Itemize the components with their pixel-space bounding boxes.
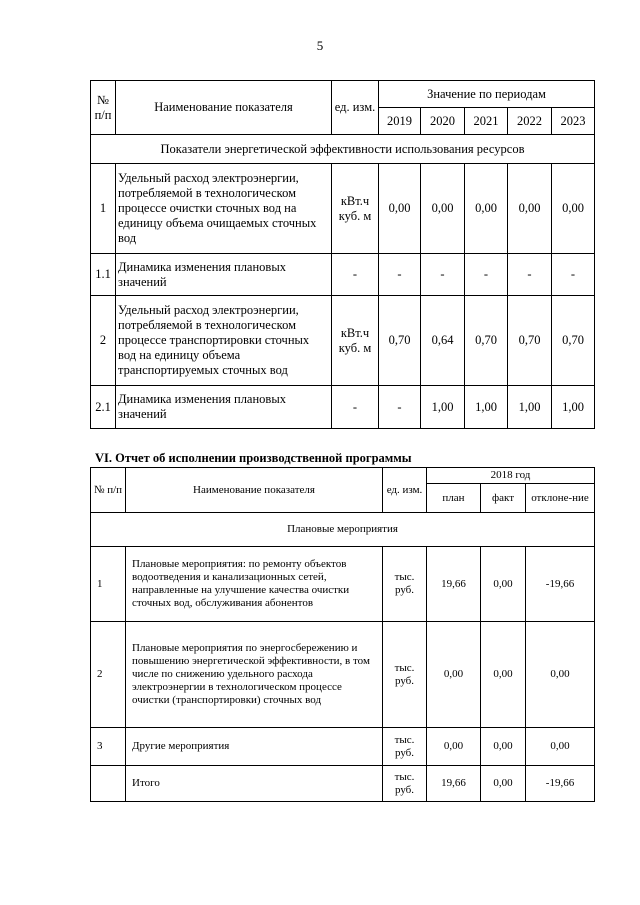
row-num: 2 — [91, 622, 126, 728]
row-value: 0,70 — [465, 296, 508, 386]
header-year: 2022 — [508, 108, 552, 135]
row-value: 0,00 — [552, 164, 595, 254]
section-row: Плановые мероприятия — [91, 513, 595, 547]
production-program-report-table — [90, 467, 595, 802]
table-row — [91, 622, 595, 728]
header-fact: факт — [481, 484, 526, 513]
row-value: 0,00 — [508, 164, 552, 254]
row-unit: кВт.ч куб. м — [332, 296, 379, 386]
row-fact: 0,00 — [481, 622, 526, 728]
row-value: 0,70 — [508, 296, 552, 386]
row-value: - — [421, 254, 465, 296]
row-name: Другие мероприятия — [126, 728, 383, 766]
header-year: 2019 — [379, 108, 421, 135]
header-num: № п/п — [91, 468, 126, 513]
header-unit: ед. изм. — [332, 81, 379, 135]
header-num: № п/п — [91, 81, 116, 135]
row-num: 3 — [91, 728, 126, 766]
row-plan: 0,00 — [427, 622, 481, 728]
row-unit: - — [332, 254, 379, 296]
row-num: 2 — [91, 296, 116, 386]
row-unit: тыс. руб. — [383, 547, 427, 622]
row-value: 0,70 — [552, 296, 595, 386]
row-value: 0,00 — [465, 164, 508, 254]
row-deviation: -19,66 — [526, 766, 595, 802]
row-deviation: 0,00 — [526, 622, 595, 728]
row-fact: 0,00 — [481, 728, 526, 766]
row-fact: 0,00 — [481, 547, 526, 622]
table-row — [91, 296, 595, 386]
row-num: 1 — [91, 164, 116, 254]
row-num — [91, 766, 126, 802]
header-unit: ед. изм. — [383, 468, 427, 513]
row-name: Динамика изменения плановых значений — [116, 386, 332, 429]
row-name: Итого — [126, 766, 383, 802]
row-value: 1,00 — [421, 386, 465, 429]
table-row — [91, 254, 595, 296]
row-value: 1,00 — [508, 386, 552, 429]
section-title: VI. Отчет об исполнении производственной программы — [95, 451, 412, 465]
energy-efficiency-table — [90, 80, 595, 429]
row-plan: 0,00 — [427, 728, 481, 766]
section-row: Показатели энергетической эффективности использования ресурсов — [91, 135, 595, 164]
row-unit: тыс. руб. — [383, 766, 427, 802]
row-num: 1 — [91, 547, 126, 622]
row-num: 1.1 — [91, 254, 116, 296]
row-num: 2.1 — [91, 386, 116, 429]
row-unit: тыс. руб. — [383, 622, 427, 728]
table-row — [91, 766, 595, 802]
row-value: - — [508, 254, 552, 296]
row-value: 1,00 — [465, 386, 508, 429]
row-unit: кВт.ч куб. м — [332, 164, 379, 254]
table-row — [91, 728, 595, 766]
header-name: Наименование показателя — [116, 81, 332, 135]
table-row — [91, 386, 595, 429]
row-value: - — [465, 254, 508, 296]
header-plan: план — [427, 484, 481, 513]
header-year: 2021 — [465, 108, 508, 135]
row-value: - — [379, 254, 421, 296]
row-value: 1,00 — [552, 386, 595, 429]
header-year: 2020 — [421, 108, 465, 135]
row-name: Удельный расход электроэнергии, потребляемой в технологическом процессе очистки сточных вод на единицу объема очищаемых сточных вод — [116, 164, 332, 254]
row-fact: 0,00 — [481, 766, 526, 802]
row-deviation: -19,66 — [526, 547, 595, 622]
row-unit: тыс. руб. — [383, 728, 427, 766]
header-periods: Значение по периодам — [379, 81, 595, 108]
row-name: Плановые мероприятия по энергосбережению и повышению энергетической эффективности, в том числе по снижению удельного расхода электроэнергии в технологическом процессе очистки (транспортировки) сточных вод — [126, 622, 383, 728]
table-row — [91, 547, 595, 622]
row-value: - — [552, 254, 595, 296]
header-deviation: отклоне-ние — [526, 484, 595, 513]
row-name: Удельный расход электроэнергии, потребляемой в технологическом процессе транспортировки сточных вод на единицу объема транспортируемых сточных вод — [116, 296, 332, 386]
table-row — [91, 164, 595, 254]
row-plan: 19,66 — [427, 766, 481, 802]
row-name: Плановые мероприятия: по ремонту объектов водоотведения и канализационных сетей, направленные на улучшение качества очистки сточных вод, обслуживания абонентов — [126, 547, 383, 622]
row-deviation: 0,00 — [526, 728, 595, 766]
row-value: 0,64 — [421, 296, 465, 386]
header-year: 2023 — [552, 108, 595, 135]
row-unit: - — [332, 386, 379, 429]
row-value: - — [379, 386, 421, 429]
row-value: 0,00 — [379, 164, 421, 254]
header-year: 2018 год — [427, 468, 595, 484]
page-number: 5 — [316, 38, 324, 53]
header-name: Наименование показателя — [126, 468, 383, 513]
row-name: Динамика изменения плановых значений — [116, 254, 332, 296]
row-plan: 19,66 — [427, 547, 481, 622]
row-value: 0,00 — [421, 164, 465, 254]
row-value: 0,70 — [379, 296, 421, 386]
